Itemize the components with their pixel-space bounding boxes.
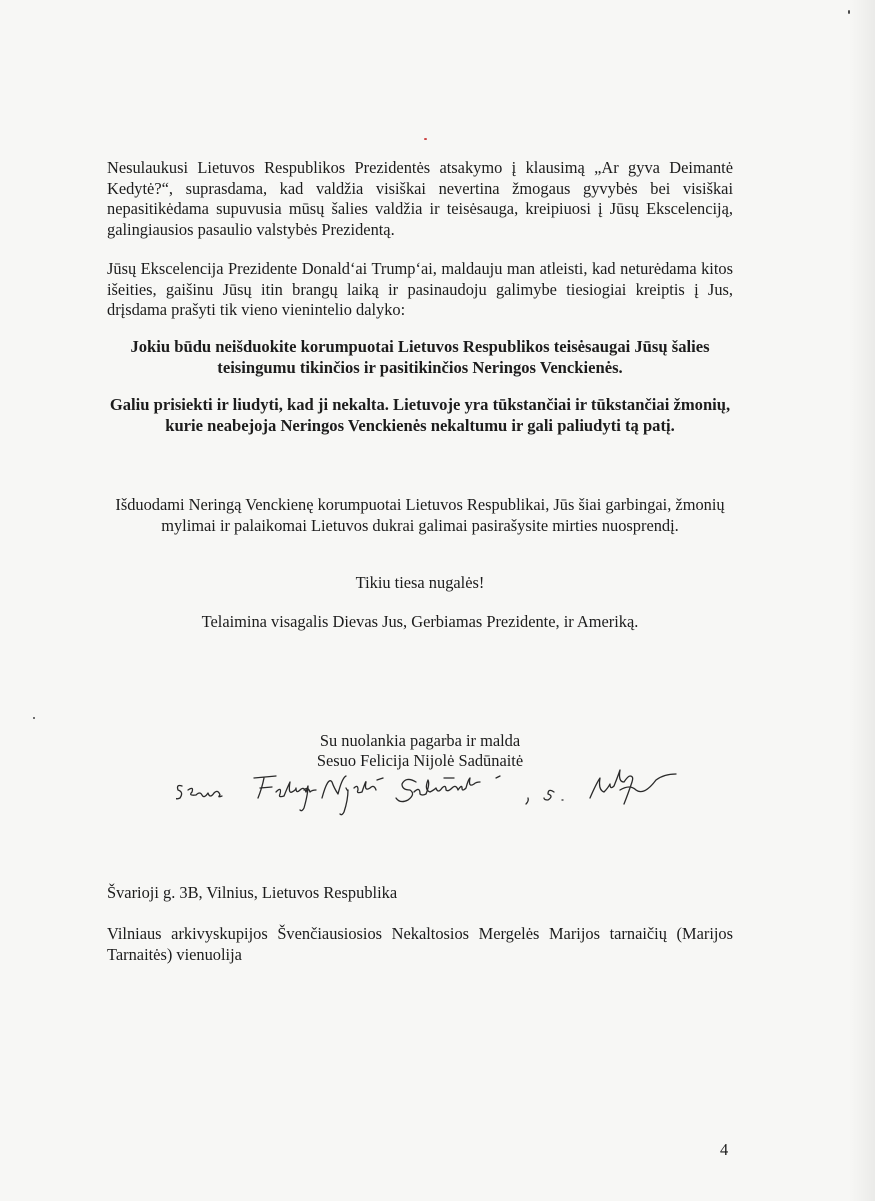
handwritten-signature bbox=[176, 768, 716, 828]
closing-line: Su nuolankia pagarba ir malda bbox=[319, 731, 521, 750]
congregation-line: Vilniaus arkivyskupijos Švenčiausiosios Nekaltosios Mergelės Marijos tarnaičių (Marijos Tarnaitės) vienuolija bbox=[107, 924, 733, 964]
sender-name: Sesuo Felicija Nijolė Sadūnaitė bbox=[316, 751, 524, 770]
page-edge-shadow bbox=[849, 0, 875, 1201]
bold-testimony: Galiu prisiekti ir liudyti, kad ji nekalta. Lietuvoje yra tūkstančiai ir tūkstančiai žmonių, kurie neabejoja Neringos Venckienės nekaltumu ir gali paliudyti tą patį. bbox=[109, 395, 731, 435]
scan-speck bbox=[848, 10, 850, 14]
address-line: Švarioji g. 3B, Vilnius, Lietuvos Respublika bbox=[107, 883, 398, 902]
paragraph-plea: Jūsų Ekscelencija Prezidente Donald‘ai Trump‘ai, maldauju man atleisti, kad neturėdama kitos išeities, gaišinu Jūsų itin brangų laiką ir pasinaudoju galimybe tiesiogiai kreiptis į Jus, drįsdama prašyti tik vieno vienintelio dalyko: bbox=[107, 259, 733, 319]
bold-request: Jokiu būdu neišduokite korumpuotai Lietuvos Respublikos teisėsaugai Jūsų šalies teisingumu tikinčios ir pasitikinčios Neringos Venckienės. bbox=[130, 337, 710, 377]
faith-line: Tikiu tiesa nugalės! bbox=[355, 573, 485, 592]
scan-speck bbox=[33, 717, 35, 719]
paragraph-intro: Nesulaukusi Lietuvos Respublikos Prezidentės atsakymo į klausimą „Ar gyva Deimantė Kedytė?“, suprasdama, kad valdžia visiškai nevertina žmogaus gyvybės bei visiškai nepasitikėdama supuvusia mūsų šalies valdžia ir teisėsauga, kreipiuosi į Jūsų Ekscelenciją, galingiausios pasaulio valstybės Prezidentą. bbox=[107, 158, 733, 239]
paragraph-consequence: Išduodami Neringą Venckienę korumpuotai Lietuvos Respublikai, Jūs šiai garbingai, žmonių mylimai ir palaikomai Lietuvos dukrai galimai pasirašysite mirties nuosprendį. bbox=[115, 495, 725, 535]
scan-speck bbox=[424, 138, 427, 140]
blessing-line: Telaimina visagalis Dievas Jus, Gerbiamas Prezidente, ir Ameriką. bbox=[201, 612, 639, 631]
page-number: 4 bbox=[720, 1140, 729, 1159]
